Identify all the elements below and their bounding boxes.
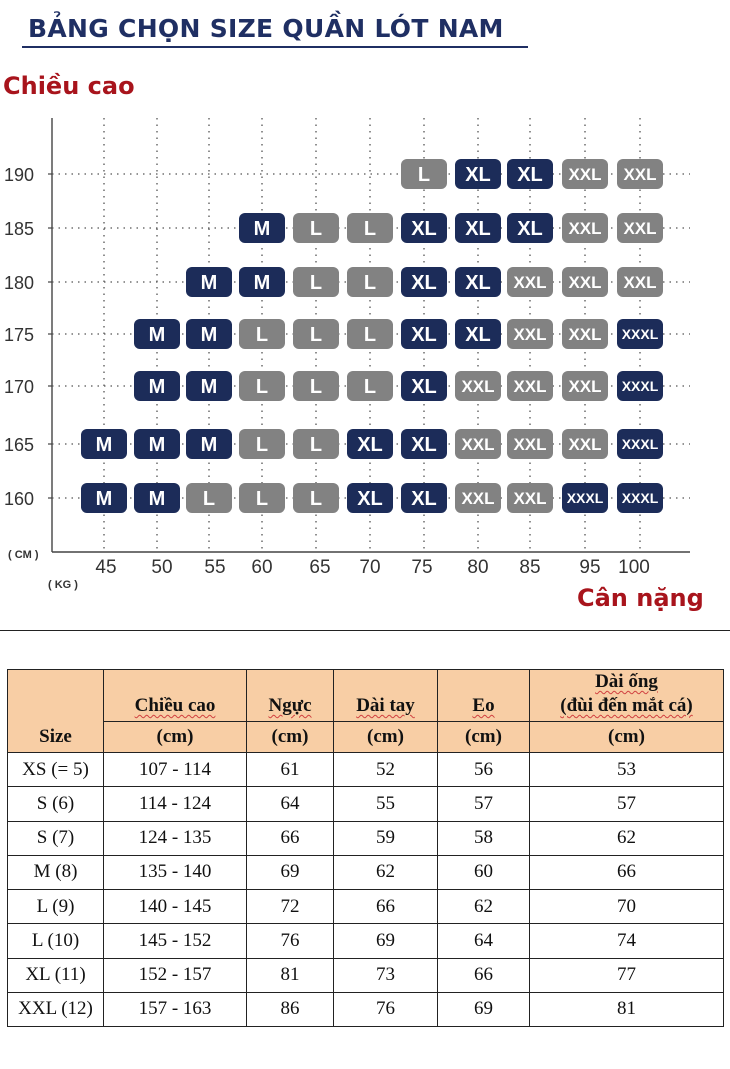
size-badge-label: XXL bbox=[513, 325, 547, 345]
size-badge-label: XL bbox=[357, 434, 383, 457]
size-badge-label: XXXL bbox=[566, 490, 604, 507]
size-badge-label: XXL bbox=[568, 165, 602, 185]
size-badge-label: L bbox=[255, 376, 269, 399]
size-badge-label: XL bbox=[411, 434, 437, 457]
size-badge-label: XXL bbox=[623, 273, 657, 293]
table-cell: 66 bbox=[334, 890, 438, 924]
table-cell: L (10) bbox=[8, 924, 104, 958]
table-row bbox=[8, 958, 724, 992]
unit-height: (cm) bbox=[104, 722, 247, 753]
x-tick-label: 100 bbox=[618, 557, 650, 578]
x-unit-label: ( KG ) bbox=[48, 579, 78, 591]
header-height bbox=[104, 670, 247, 722]
table-cell: 69 bbox=[334, 924, 438, 958]
page-title: BẢNG CHỌN SIZE QUẦN LÓT NAM bbox=[28, 14, 504, 43]
table-cell: 124 - 135 bbox=[104, 821, 247, 855]
table-cell: 152 - 157 bbox=[104, 958, 247, 992]
table-cell: 57 bbox=[530, 787, 724, 821]
table-cell: 69 bbox=[247, 855, 334, 889]
y-tick-label: 170 bbox=[3, 377, 34, 397]
size-badge-label: XL bbox=[517, 164, 543, 187]
table-cell: 72 bbox=[247, 890, 334, 924]
table-cell: S (7) bbox=[8, 821, 104, 855]
size-badge-label: XXL bbox=[513, 435, 547, 455]
table-cell: XXL (12) bbox=[8, 992, 104, 1026]
size-badge-label: XXXL bbox=[621, 490, 659, 507]
size-badge-label: XL bbox=[465, 164, 491, 187]
unit-chest: (cm) bbox=[247, 722, 334, 753]
table-row bbox=[8, 753, 724, 787]
table-cell: 77 bbox=[530, 958, 724, 992]
table-cell: 157 - 163 bbox=[104, 992, 247, 1026]
size-badge-label: M bbox=[200, 376, 218, 399]
table-cell: 52 bbox=[334, 753, 438, 787]
table-cell: 66 bbox=[247, 821, 334, 855]
size-badge-label: L bbox=[363, 272, 377, 295]
header-waist bbox=[438, 670, 530, 722]
size-badge-label: XL bbox=[357, 488, 383, 511]
table-row bbox=[8, 821, 724, 855]
table-cell: XS (= 5) bbox=[8, 753, 104, 787]
size-badge-label: M bbox=[95, 434, 113, 457]
size-badge-label: L bbox=[309, 218, 323, 241]
size-badge-label: XXL bbox=[513, 489, 547, 509]
header-leg bbox=[530, 670, 724, 722]
table-cell: 62 bbox=[438, 890, 530, 924]
header-leg-text: Dài ống bbox=[595, 671, 658, 692]
table-cell: 57 bbox=[438, 787, 530, 821]
header-chest-text: Ngực bbox=[268, 695, 312, 716]
x-tick-label: 75 bbox=[411, 557, 433, 578]
size-badge-label: XL bbox=[411, 488, 437, 511]
size-badge-label: XXL bbox=[568, 273, 602, 293]
size-badge-label: L bbox=[309, 376, 323, 399]
size-badge-label: L bbox=[309, 324, 323, 347]
table-cell: 114 - 124 bbox=[104, 787, 247, 821]
x-tick-label: 85 bbox=[519, 557, 541, 578]
size-badge-label: M bbox=[148, 324, 166, 347]
size-table bbox=[7, 669, 724, 1027]
size-badge-label: L bbox=[255, 488, 269, 511]
table-cell: 145 - 152 bbox=[104, 924, 247, 958]
title-underline bbox=[22, 46, 528, 48]
height-axis-label: Chiều cao bbox=[3, 72, 135, 100]
size-badge-label: L bbox=[363, 324, 377, 347]
table-cell: 73 bbox=[334, 958, 438, 992]
size-badge-label: M bbox=[200, 434, 218, 457]
size-badge-label: XL bbox=[517, 218, 543, 241]
header-height-text: Chiều cao bbox=[134, 695, 216, 716]
size-badge-label: XXXL bbox=[621, 326, 659, 343]
header-size: Size bbox=[8, 670, 104, 753]
table-cell: 66 bbox=[530, 855, 724, 889]
size-badge-label: XXL bbox=[461, 435, 495, 455]
table-header-row bbox=[8, 670, 724, 722]
table-cell: 70 bbox=[530, 890, 724, 924]
table-row bbox=[8, 992, 724, 1026]
header-sleeve-text: Dài tay bbox=[356, 695, 415, 716]
size-badge-label: L bbox=[309, 488, 323, 511]
table-cell: 76 bbox=[334, 992, 438, 1026]
size-badge-label: L bbox=[363, 376, 377, 399]
table-cell: 135 - 140 bbox=[104, 855, 247, 889]
table-cell: 60 bbox=[438, 855, 530, 889]
header-sleeve bbox=[334, 670, 438, 722]
size-badge-label: XXL bbox=[623, 165, 657, 185]
table-cell: 81 bbox=[247, 958, 334, 992]
size-badge-label: XXXL bbox=[621, 378, 659, 395]
table-cell: L (9) bbox=[8, 890, 104, 924]
size-badge-label: L bbox=[417, 164, 431, 187]
size-badge-label: XXL bbox=[568, 219, 602, 239]
size-badge-label: M bbox=[148, 376, 166, 399]
table-cell: 59 bbox=[334, 821, 438, 855]
x-tick-label: 65 bbox=[309, 557, 331, 578]
size-badge-label: XXL bbox=[568, 325, 602, 345]
size-badge-label: XL bbox=[411, 272, 437, 295]
weight-axis-label: Cân nặng bbox=[577, 584, 704, 612]
x-tick-label: 80 bbox=[467, 557, 489, 578]
table-cell: 86 bbox=[247, 992, 334, 1026]
size-badge-label: XL bbox=[465, 218, 491, 241]
x-tick-label: 95 bbox=[579, 557, 601, 578]
y-tick-label: 185 bbox=[3, 219, 34, 239]
size-badge-label: L bbox=[363, 218, 377, 241]
size-badge-label: M bbox=[148, 488, 166, 511]
size-badge-label: XXL bbox=[568, 377, 602, 397]
table-cell: 81 bbox=[530, 992, 724, 1026]
table-cell: 55 bbox=[334, 787, 438, 821]
size-badge-label: L bbox=[202, 488, 216, 511]
x-tick-label: 45 bbox=[95, 557, 117, 578]
size-badge-label: M bbox=[200, 324, 218, 347]
size-badge-label: XXL bbox=[461, 377, 495, 397]
table-cell: 53 bbox=[530, 753, 724, 787]
table-row bbox=[8, 855, 724, 889]
table-cell: 56 bbox=[438, 753, 530, 787]
table-cell: 64 bbox=[247, 787, 334, 821]
size-badge-label: XXL bbox=[513, 377, 547, 397]
y-unit-label: ( CM ) bbox=[8, 549, 39, 561]
size-badge-label: XL bbox=[465, 272, 491, 295]
table-cell: 62 bbox=[334, 855, 438, 889]
unit-waist: (cm) bbox=[438, 722, 530, 753]
section-divider bbox=[0, 630, 730, 631]
y-tick-label: 175 bbox=[3, 325, 34, 345]
size-badge-label: XXL bbox=[513, 273, 547, 293]
size-badge-label: M bbox=[148, 434, 166, 457]
size-badge-label: M bbox=[200, 272, 218, 295]
size-badge-label: L bbox=[255, 434, 269, 457]
size-badge-label: L bbox=[309, 434, 323, 457]
size-badge-label: XXL bbox=[461, 489, 495, 509]
size-badge-label: XXL bbox=[623, 219, 657, 239]
table-cell: 107 - 114 bbox=[104, 753, 247, 787]
table-cell: 64 bbox=[438, 924, 530, 958]
y-tick-label: 180 bbox=[3, 273, 34, 293]
unit-leg: (cm) bbox=[530, 722, 724, 753]
size-badge-label: L bbox=[255, 324, 269, 347]
table-row bbox=[8, 787, 724, 821]
table-cell: 58 bbox=[438, 821, 530, 855]
header-leg-subtext: (đùi đến mắt cá) bbox=[560, 695, 693, 716]
size-badge-label: M bbox=[253, 218, 271, 241]
x-tick-label: 70 bbox=[359, 557, 381, 578]
y-tick-label: 190 bbox=[3, 165, 34, 185]
table-cell: 69 bbox=[438, 992, 530, 1026]
x-tick-label: 55 bbox=[204, 557, 226, 578]
table-unit-row bbox=[8, 722, 724, 753]
size-badge-label: XL bbox=[411, 376, 437, 399]
size-badge-label: L bbox=[309, 272, 323, 295]
size-badge-label: XL bbox=[411, 218, 437, 241]
header-waist-text: Eo bbox=[472, 695, 495, 716]
table-cell: 140 - 145 bbox=[104, 890, 247, 924]
size-badge-label: XXXL bbox=[621, 436, 659, 453]
y-tick-label: 160 bbox=[3, 489, 34, 509]
table-row bbox=[8, 890, 724, 924]
x-tick-label: 50 bbox=[151, 557, 173, 578]
size-badge-label: XL bbox=[411, 324, 437, 347]
size-badge-label: XXL bbox=[568, 435, 602, 455]
table-cell: 74 bbox=[530, 924, 724, 958]
table-body bbox=[8, 753, 724, 1027]
size-chart bbox=[0, 100, 730, 600]
size-badge-label: M bbox=[253, 272, 271, 295]
table-cell: 66 bbox=[438, 958, 530, 992]
table-cell: 62 bbox=[530, 821, 724, 855]
table-cell: XL (11) bbox=[8, 958, 104, 992]
unit-sleeve: (cm) bbox=[334, 722, 438, 753]
header-chest bbox=[247, 670, 334, 722]
table-cell: M (8) bbox=[8, 855, 104, 889]
y-tick-label: 165 bbox=[3, 435, 34, 455]
x-tick-label: 60 bbox=[251, 557, 273, 578]
table-cell: 61 bbox=[247, 753, 334, 787]
table-cell: S (6) bbox=[8, 787, 104, 821]
size-badge-label: M bbox=[95, 488, 113, 511]
table-row bbox=[8, 924, 724, 958]
size-badge-label: XL bbox=[465, 324, 491, 347]
table-cell: 76 bbox=[247, 924, 334, 958]
